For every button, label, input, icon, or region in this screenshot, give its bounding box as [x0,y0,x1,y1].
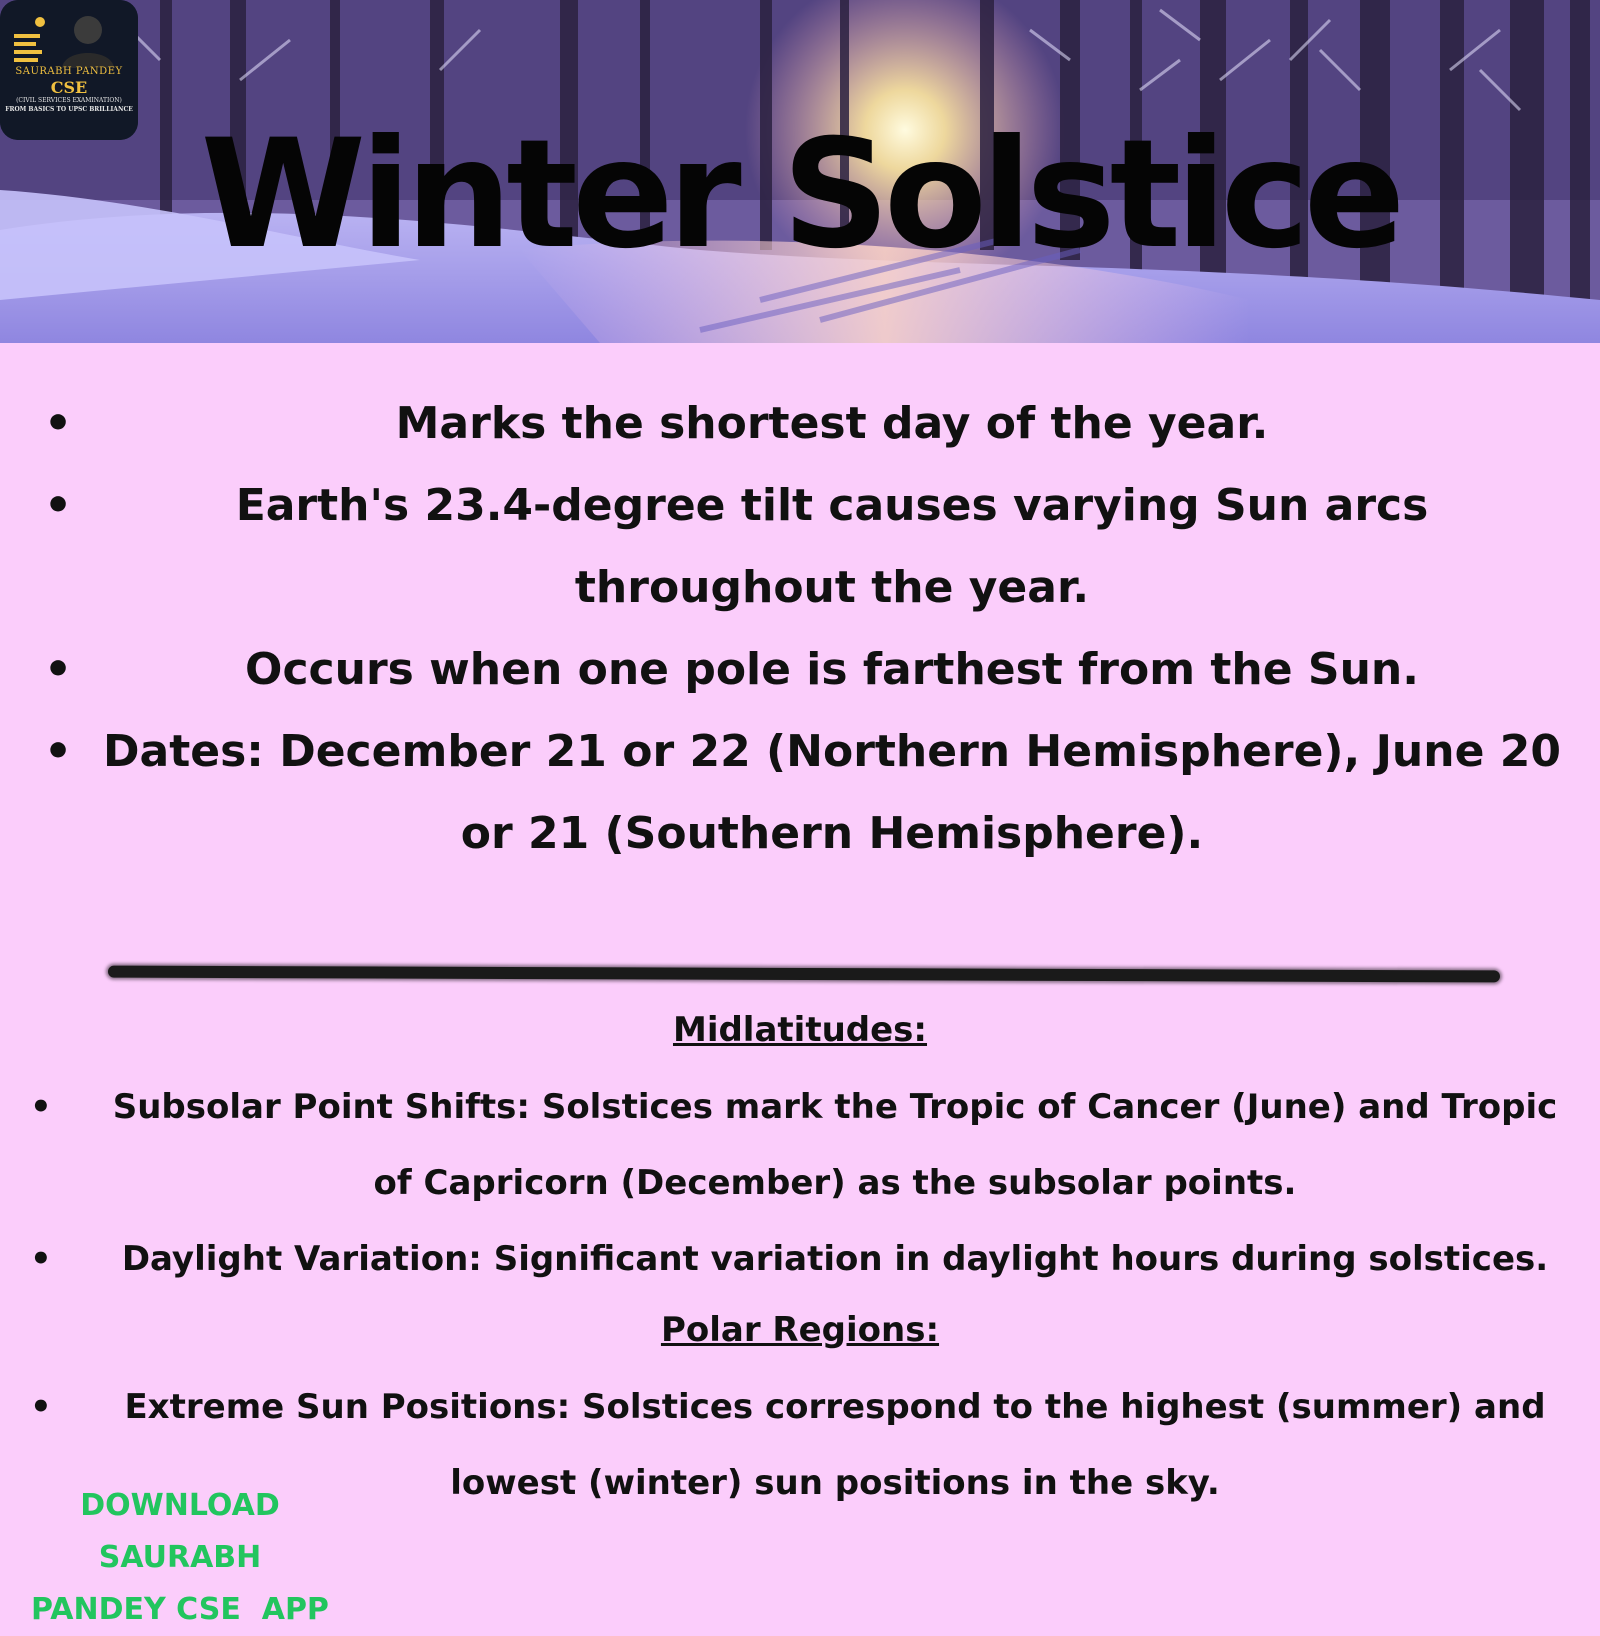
list-item: • Earth's 23.4-degree tilt causes varying Sun arcs throughout the year. [0,465,1600,629]
polar-regions-heading: Polar Regions: [660,1310,940,1350]
brand-abbr: CSE [50,78,88,97]
midlatitudes-list [0,1069,1600,1297]
list-item: • Dates: December 21 or 22 (Northern Hemisphere), June 20 or 21 (Southern Hemisphere). [0,711,1600,875]
list-item: • Occurs when one pole is farthest from the Sun. [0,629,1600,711]
list-item: • Subsolar Point Shifts: Solstices mark the Tropic of Cancer (June) and Tropic of Capricorn (December) as the subsolar points. [0,1069,1600,1221]
brand-tag: (CIVIL SERVICES EXAMINATION) [16,97,122,104]
winter-forest-banner [0,0,1600,343]
brand-name: SAURABH PANDEY [15,66,123,77]
list-item: • Extreme Sun Positions: Solstices correspond to the highest (summer) and lowest (winter) sun positions in the sky. [0,1369,1600,1521]
brand-logo [0,0,138,140]
list-item: • Marks the shortest day of the year. [0,383,1600,465]
page-title: Winter Solstice [200,108,1400,282]
midlatitudes-heading: Midlatitudes: [672,1010,928,1050]
brush-divider [108,966,1500,983]
list-item: • Daylight Variation: Significant variation in daylight hours during solstices. [0,1221,1600,1297]
download-app-cta[interactable] [0,1480,360,1636]
key-points-list [0,383,1600,875]
cta-line-2: PANDEY CSE APP [31,1592,329,1627]
brand-slogan: FROM BASICS TO UPSC BRILLIANCE [5,106,133,113]
cta-line-1: DOWNLOAD SAURABH [80,1488,280,1575]
